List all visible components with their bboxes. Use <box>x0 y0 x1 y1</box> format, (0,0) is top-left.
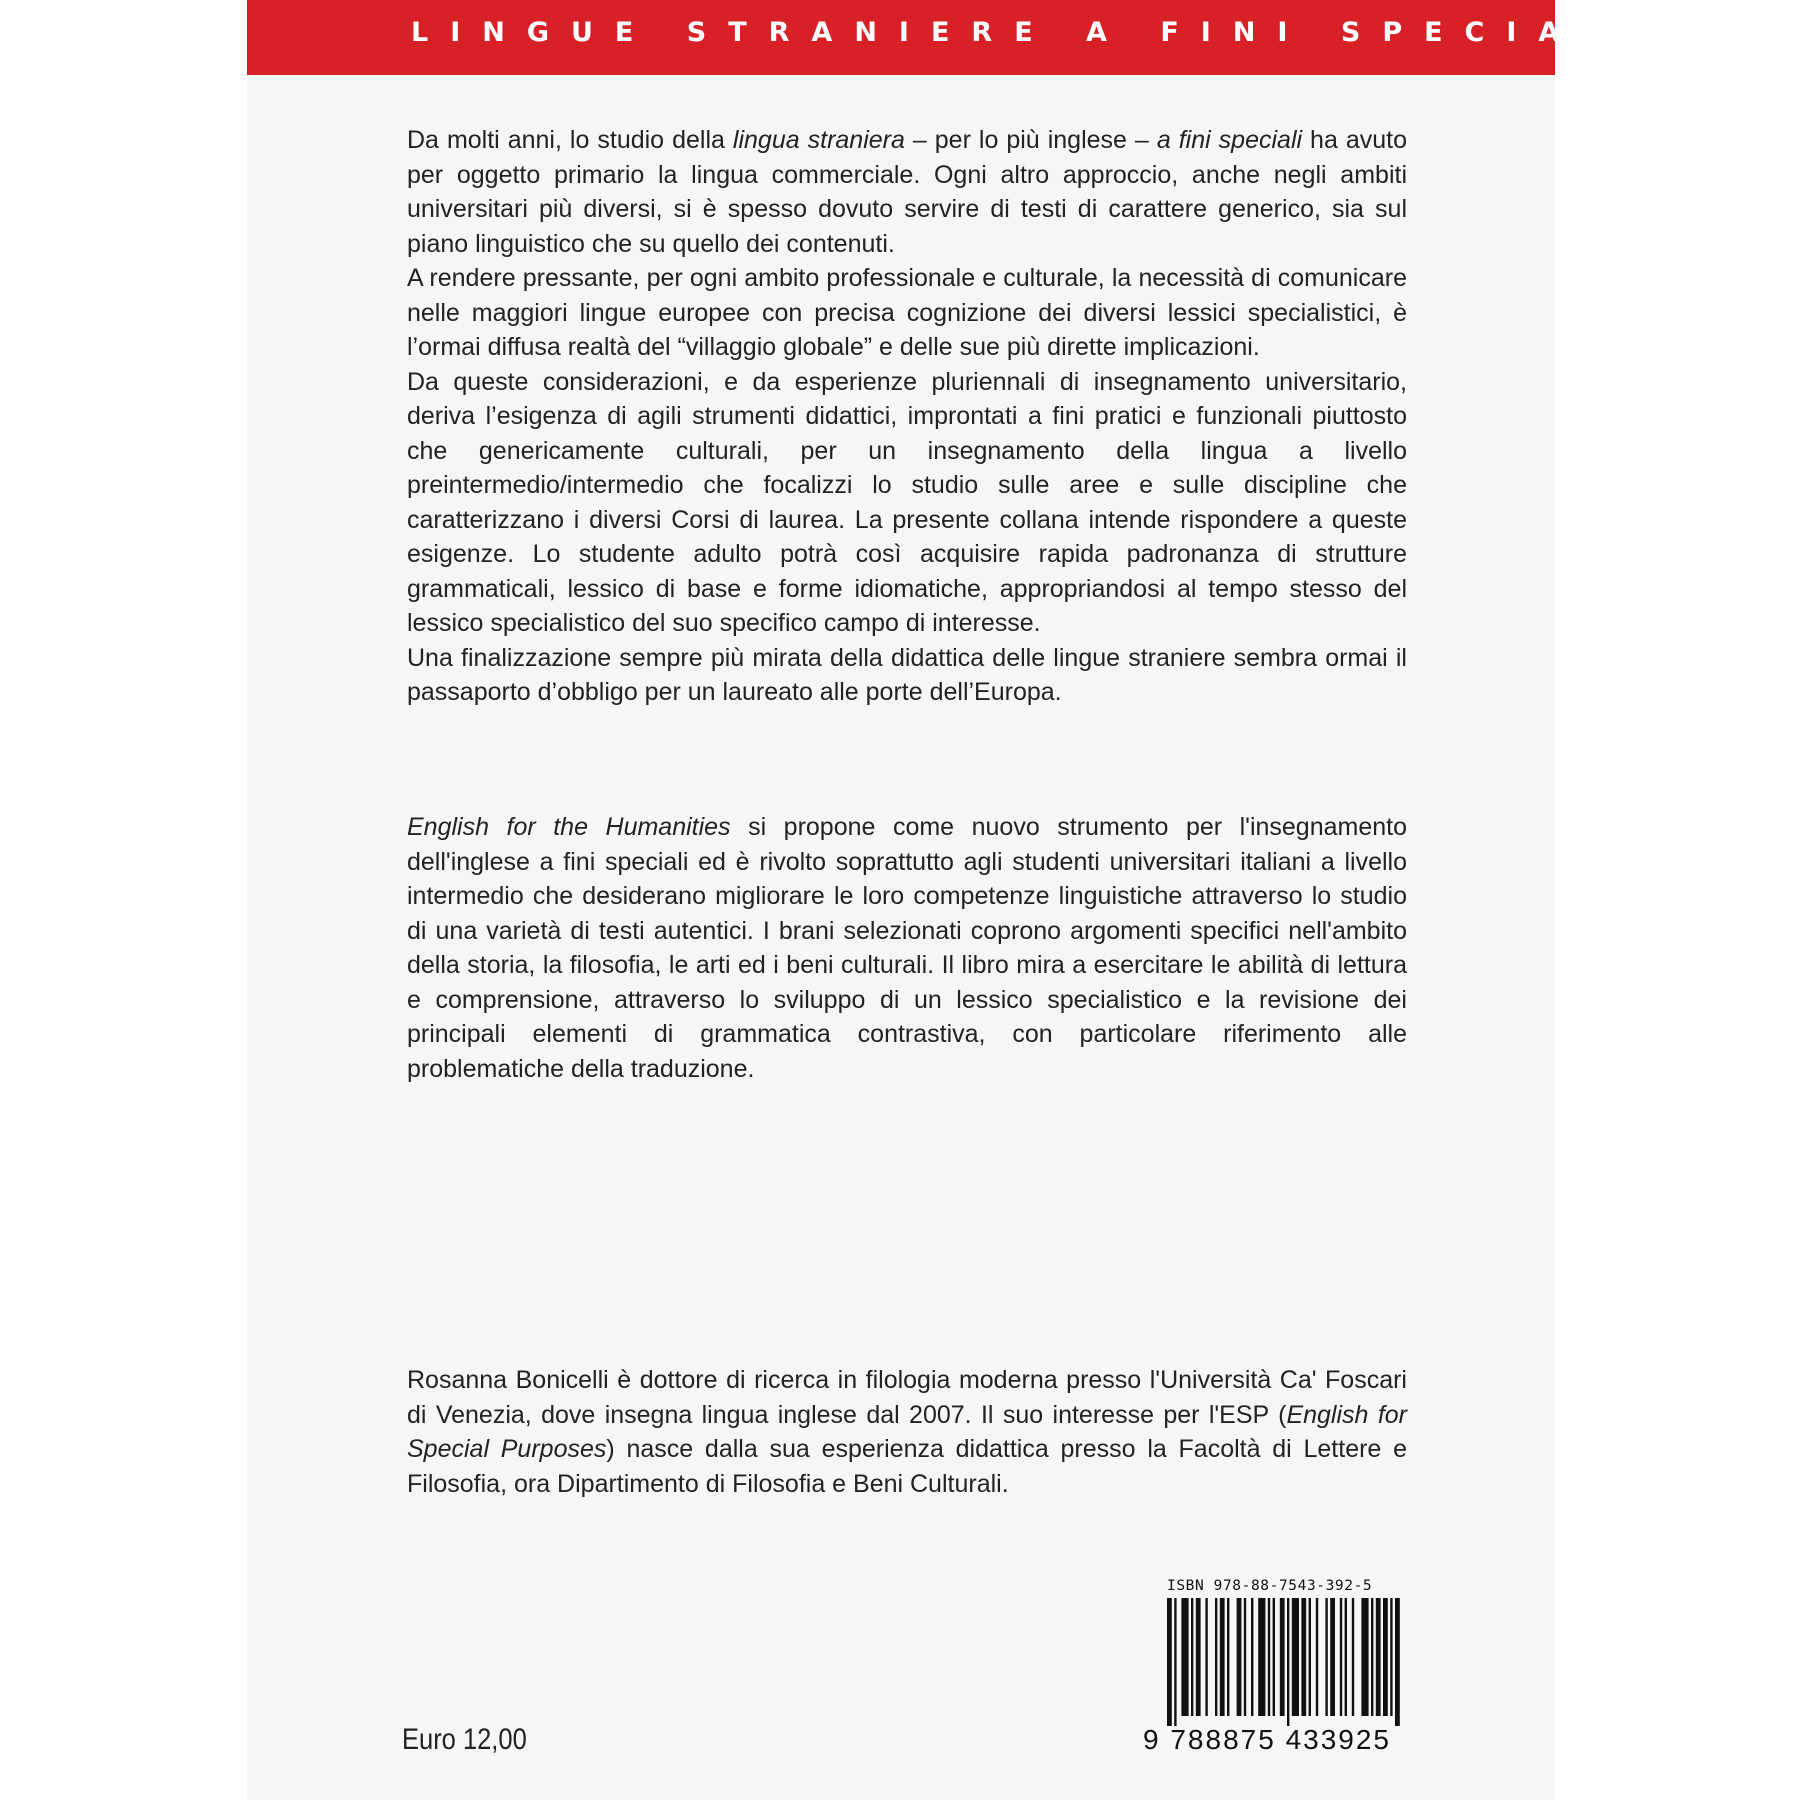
back-cover <box>247 0 1653 1800</box>
series-title: LINGUE STRANIERE A FINI SPECIALI <box>411 17 1653 48</box>
barcode-bar <box>1395 1598 1400 1726</box>
barcode-bar <box>1167 1598 1172 1726</box>
barcode-bar <box>1280 1598 1285 1716</box>
barcode-bar <box>1390 1598 1392 1716</box>
barcode-bar <box>1237 1598 1242 1716</box>
text-run: Da molti anni, lo studio della <box>407 126 733 154</box>
isbn-label: ISBN 978-88-7543-392-5 <box>1167 1578 1373 1594</box>
barcode-bar <box>1340 1598 1342 1716</box>
emphasis-text: English for Special Purposes <box>407 1400 1407 1463</box>
intro-paragraph-2: A rendere pressante, per ogni ambito professionale e culturale, la necessità di comunicare nelle maggiori lingue europee con precisa cognizione dei diversi lessici specialistici, è l’ormai diffusa realtà del “villaggio globale” e delle sue più dirette implicazioni. <box>407 264 1407 361</box>
barcode-bar <box>1376 1598 1381 1716</box>
emphasis-text: lingua straniera <box>732 126 905 154</box>
barcode-bar <box>1215 1598 1217 1716</box>
barcode-bar <box>1316 1598 1318 1716</box>
text-run: ) nasce dalla sua esperienza didattica presso la Facoltà di Lettere e Filosofia, ora Dipartimento di Filosofia e Beni Culturali. <box>407 1435 1407 1498</box>
barcode-bar <box>1196 1598 1201 1716</box>
barcode-bar <box>1191 1598 1193 1716</box>
emphasis-text: a fini speciali <box>1156 126 1303 154</box>
barcode-bar <box>1361 1598 1368 1716</box>
barcode-bar <box>1227 1598 1229 1716</box>
barcode-bar <box>1258 1598 1265 1716</box>
barcode-bar <box>1325 1598 1327 1716</box>
text-run: – per lo più inglese – <box>904 126 1157 154</box>
bio-paragraph <box>407 1363 1407 1501</box>
barcode-bar <box>1251 1598 1253 1716</box>
price-label: Euro 12,00 <box>402 1723 527 1756</box>
series-description <box>407 123 1407 710</box>
barcode-digits: 9 788875 433925 <box>1143 1724 1391 1755</box>
text-run: ha avuto per oggetto primario la lingua commerciale. Ogni altro approccio, anche negli ambiti universitari più diversi, si è spesso dovuto servire di testi di carattere generico, sia sul piano linguistico che su quello dei contenuti. <box>407 126 1408 258</box>
text-run: si propone come nuovo strumento per l'insegnamento dell'inglese a fini speciali ed è rivolto soprattutto agli studenti universitari italiani a livello intermedio che desiderano migliorare le loro competenze linguistiche attraverso lo studio di una varietà di testi autentici. I brani selezionati coprono argomenti specifici nell'ambito della storia, la filosofia, le arti ed i beni culturali. Il libro mira a esercitare le abilità di lettura e comprensione, attraverso lo sviluppo di un lessico specialistico e la revisione dei principali elementi di grammatica contrastiva, con particolare riferimento alle problematiche della traduzione. <box>407 813 1407 1083</box>
barcode-bar <box>1174 1598 1176 1726</box>
barcode-bar <box>1205 1598 1207 1716</box>
text-run: Rosanna Bonicelli è dottore di ricerca in filologia moderna presso l'Università Ca' Foscari di Venezia, dove insegna lingua inglese dal 2007. Il suo interesse per l'ESP ( <box>407 1366 1407 1429</box>
barcode-bar <box>1220 1598 1225 1716</box>
barcode-bar <box>1345 1598 1347 1716</box>
intro-paragraph-1 <box>407 123 1407 261</box>
barcode-bar <box>1244 1598 1246 1716</box>
intro-paragraph-4: Una finalizzazione sempre più mirata della didattica delle lingue straniere sembra ormai il passaporto d’obbligo per un laureato alle porte dell’Europa. <box>407 643 1407 706</box>
barcode-icon <box>1167 1598 1423 1726</box>
barcode-bar <box>1371 1598 1373 1716</box>
book-title: English for the Humanities <box>407 813 731 841</box>
barcode-bar <box>1301 1598 1306 1716</box>
author-bio <box>407 1363 1407 1501</box>
barcode-bar <box>1383 1598 1388 1716</box>
barcode-bar <box>1273 1598 1275 1716</box>
barcode-bar <box>1309 1598 1311 1716</box>
barcode-bar <box>1268 1598 1270 1716</box>
barcode-bar <box>1287 1598 1289 1726</box>
barcode-bar <box>1352 1598 1354 1716</box>
barcode-bar <box>1330 1598 1335 1716</box>
barcode-bar <box>1181 1598 1188 1716</box>
series-banner <box>247 0 1653 75</box>
barcode-bar <box>1292 1598 1299 1716</box>
book-summary <box>407 810 1407 1086</box>
intro-paragraph-3: Da queste considerazioni, e da esperienze pluriennali di insegnamento universitario, deriva l’esigenza di agili strumenti didattici, improntati a fini pratici e funzionali piuttosto che genericamente culturali, per un insegnamento della lingua a livello preintermedio/intermedio che focalizzi lo studio sulle aree e sulle discipline che caratterizzano i diversi Corsi di laurea. La presente collana intende rispondere a queste esigenze. Lo studente adulto potrà così acquisire rapida padronanza di strutture grammaticali, lessico di base e forme idiomatiche, appropriandosi al tempo stesso del lessico specialistico del suo specifico campo di interesse. <box>407 367 1407 637</box>
summary-paragraph <box>407 810 1407 1086</box>
